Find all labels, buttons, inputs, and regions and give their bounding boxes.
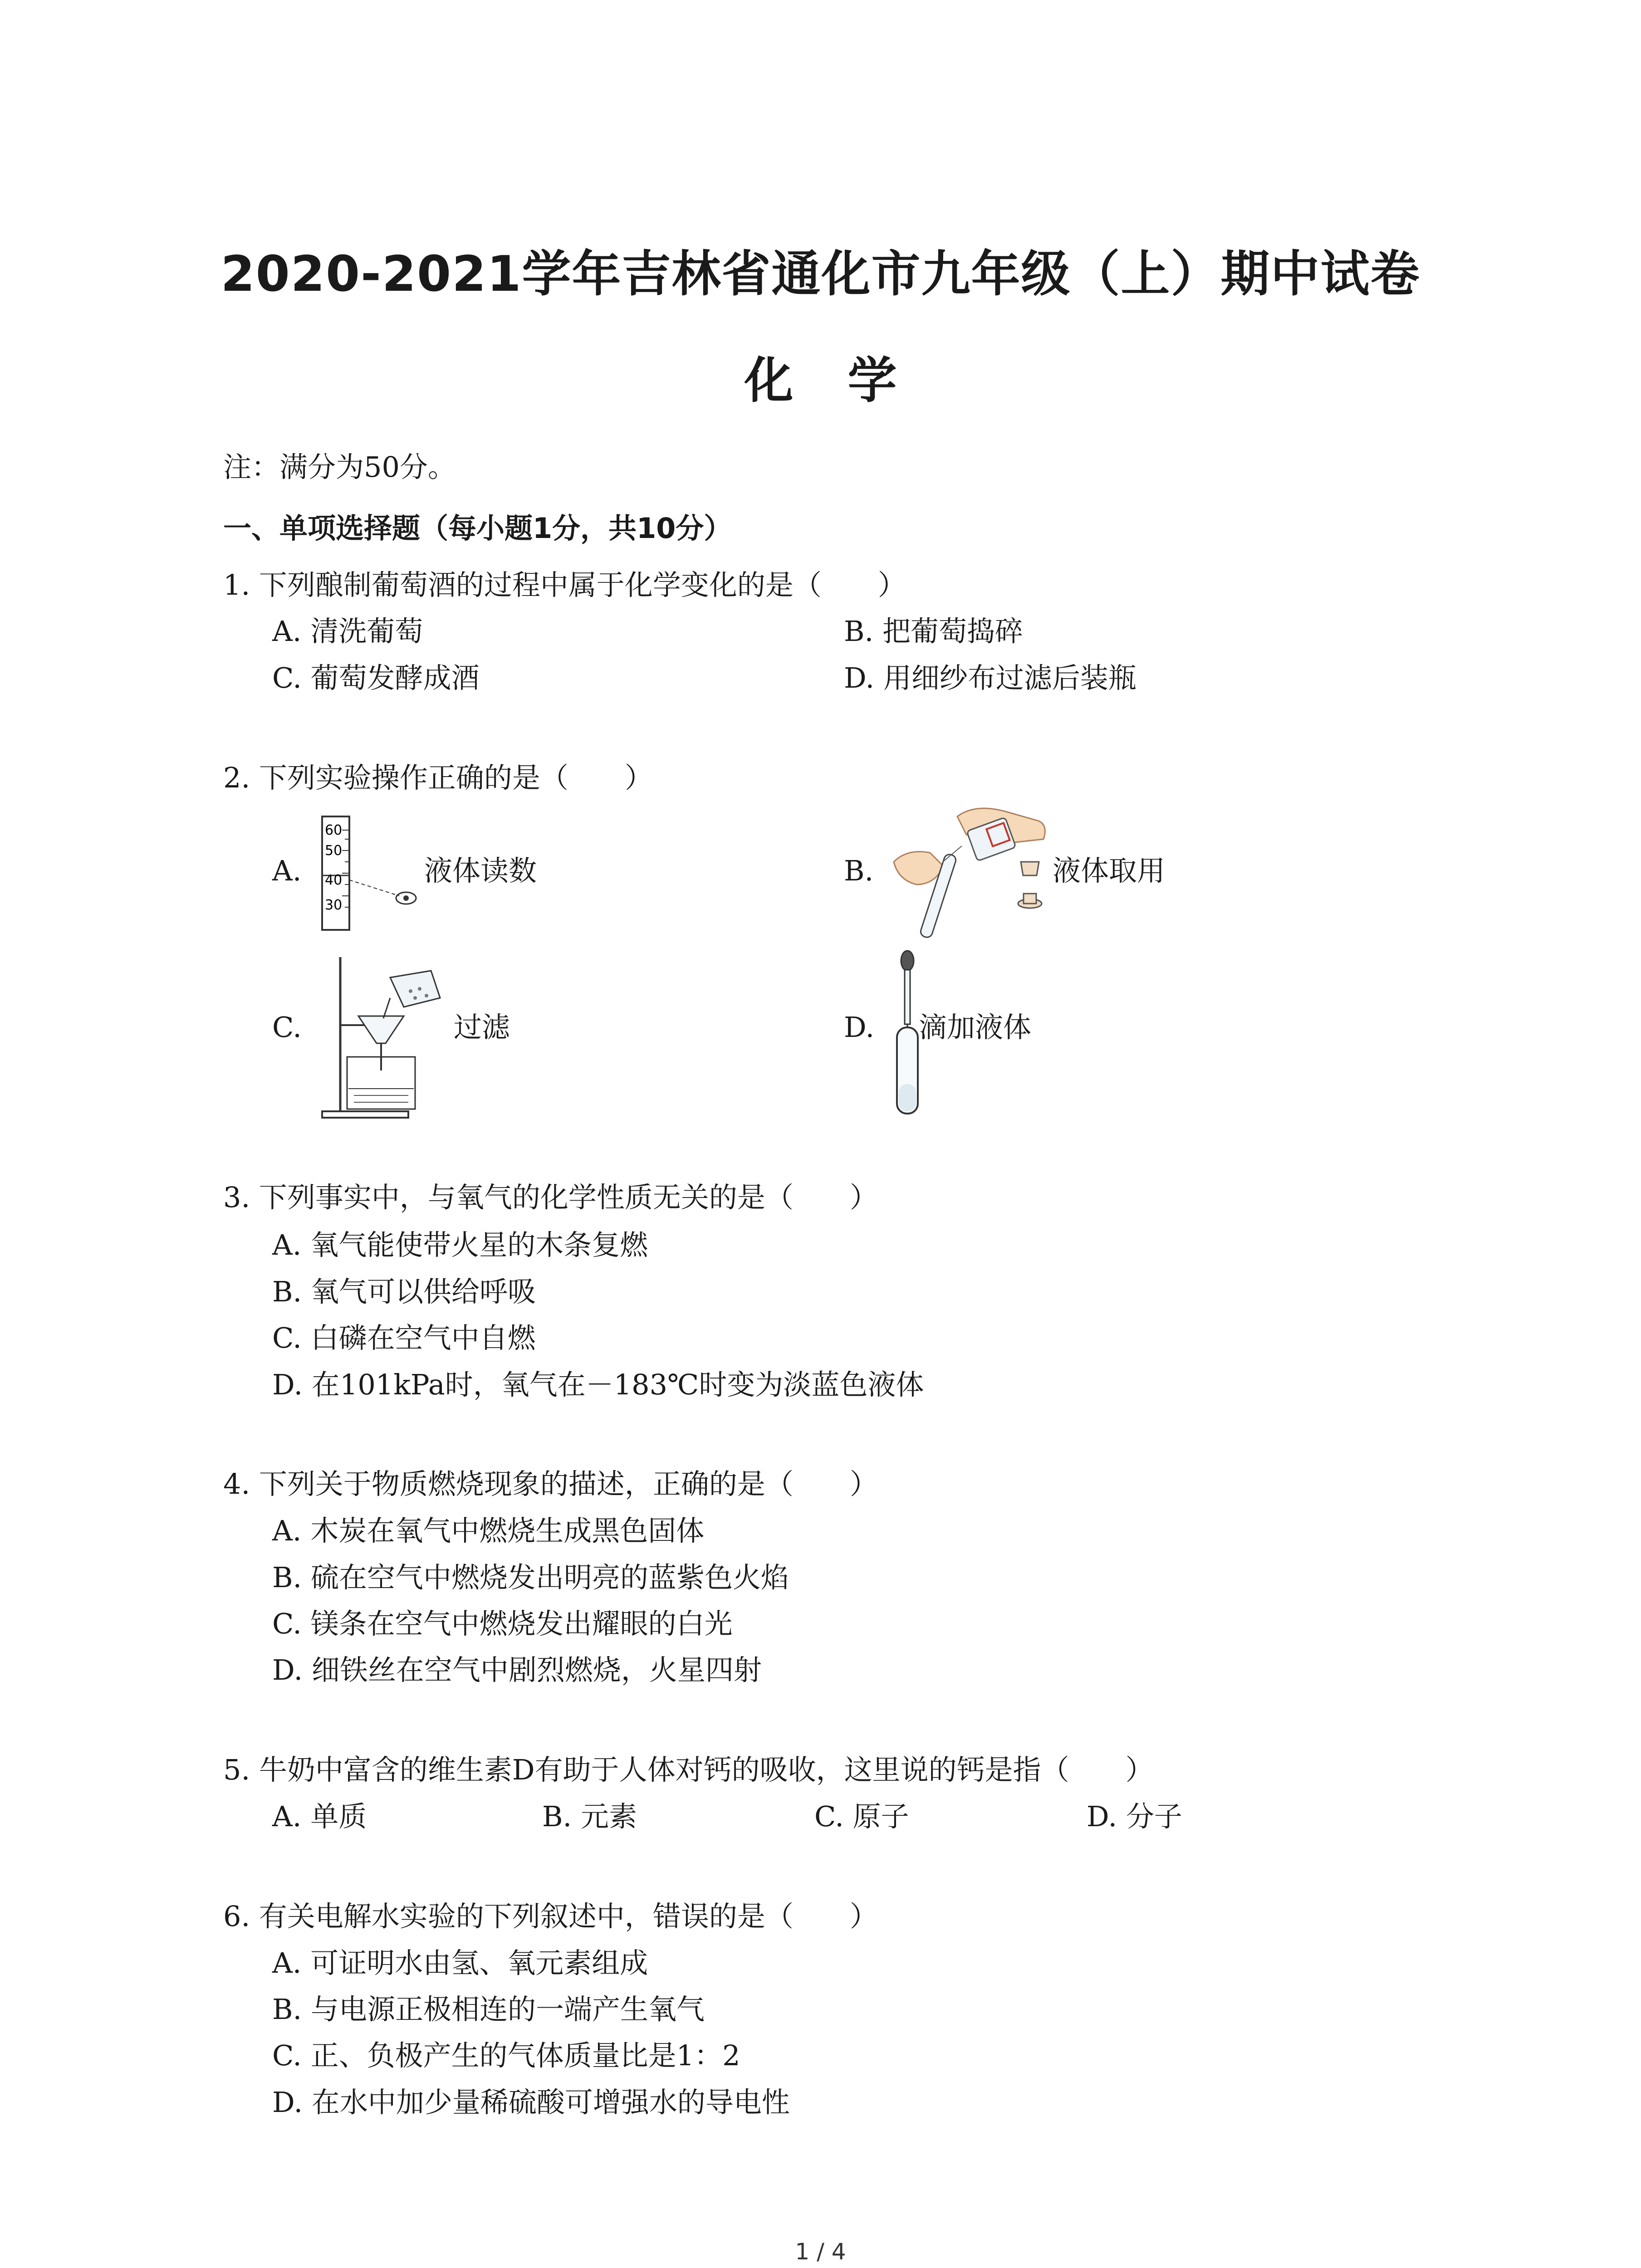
- question-5-stem: 5. 牛奶中富含的维生素D有助于人体对钙的吸收，这里说的钙是指（ ）: [223, 1753, 1154, 1786]
- exam-title: 2020-2021学年吉林省通化市九年级（上）期中试卷: [220, 246, 1421, 303]
- question-1-option-b: B. 把葡萄捣碎: [844, 615, 1023, 648]
- question-1-option-d: D. 用细纱布过滤后装瓶: [844, 661, 1136, 694]
- liquid-pouring-figure: [889, 798, 1062, 948]
- question-2-option-d-letter: D.: [844, 1011, 875, 1044]
- question-1-option-a: A. 清洗葡萄: [272, 615, 423, 648]
- question-3-option-c: C. 白磷在空气中自燃: [272, 1321, 536, 1354]
- question-2-option-d-caption: 滴加液体: [919, 1011, 1032, 1044]
- question-3-option-d: D. 在101kPa时，氧气在－183℃时变为淡蓝色液体: [272, 1368, 924, 1401]
- page-number: 1 / 4: [795, 2239, 846, 2265]
- scale-label-30: 30: [325, 897, 343, 913]
- question-2-option-c-letter: C.: [272, 1011, 302, 1044]
- question-6-option-c: C. 正、负极产生的气体质量比是1：2: [272, 2039, 740, 2072]
- question-6-option-d: D. 在水中加少量稀硫酸可增强水的导电性: [272, 2086, 790, 2119]
- question-3-option-b: B. 氧气可以供给呼吸: [272, 1275, 536, 1308]
- scale-label-60: 60: [325, 822, 343, 838]
- score-note: 注：满分为50分。: [223, 450, 456, 484]
- question-5-option-a: A. 单质: [272, 1800, 367, 1833]
- exam-subject: 化学: [744, 352, 951, 409]
- question-4-option-c: C. 镁条在空气中燃烧发出耀眼的白光: [272, 1607, 733, 1640]
- question-2-option-b-letter: B.: [844, 854, 874, 887]
- question-4-option-a: A. 木炭在氧气中燃烧生成黑色固体: [272, 1514, 705, 1547]
- question-6-option-a: A. 可证明水由氢、氧元素组成: [272, 1946, 648, 1980]
- question-3-stem: 3. 下列事实中，与氧气的化学性质无关的是（ ）: [223, 1181, 878, 1214]
- question-1-option-c: C. 葡萄发酵成酒: [272, 661, 480, 694]
- graduated-cylinder-reading-figure: [313, 812, 431, 934]
- question-2-option-b-caption: 液体取用: [1053, 854, 1166, 887]
- question-5-option-c: C. 原子: [814, 1800, 909, 1833]
- question-4-option-b: B. 硫在空气中燃烧发出明亮的蓝紫色火焰: [272, 1561, 789, 1594]
- question-2-stem: 2. 下列实验操作正确的是（ ）: [223, 761, 653, 794]
- question-6-option-b: B. 与电源正极相连的一端产生氧气: [272, 1993, 705, 2026]
- question-2-option-c-caption: 过滤: [454, 1011, 510, 1044]
- question-1-stem: 1. 下列酿制葡萄酒的过程中属于化学变化的是（ ）: [223, 568, 906, 601]
- question-4-stem: 4. 下列关于物质燃烧现象的描述，正确的是（ ）: [223, 1467, 878, 1501]
- question-6-stem: 6. 有关电解水实验的下列叙述中，错误的是（ ）: [223, 1900, 878, 1933]
- question-2-option-a-letter: A.: [272, 854, 302, 887]
- section-heading: 一、单项选择题（每小题1分，共10分）: [223, 512, 732, 545]
- filtration-apparatus-figure: [313, 953, 463, 1120]
- question-5-option-b: B. 元素: [542, 1800, 637, 1833]
- question-2-option-a-caption: 液体读数: [424, 854, 537, 887]
- question-3-option-a: A. 氧气能使带火星的木条复燃: [272, 1228, 648, 1261]
- scale-label-50: 50: [325, 843, 343, 859]
- scale-label-40: 40: [325, 872, 343, 888]
- question-4-option-d: D. 细铁丝在空气中剧烈燃烧，火星四射: [272, 1653, 762, 1686]
- question-5-option-d: D. 分子: [1087, 1800, 1182, 1833]
